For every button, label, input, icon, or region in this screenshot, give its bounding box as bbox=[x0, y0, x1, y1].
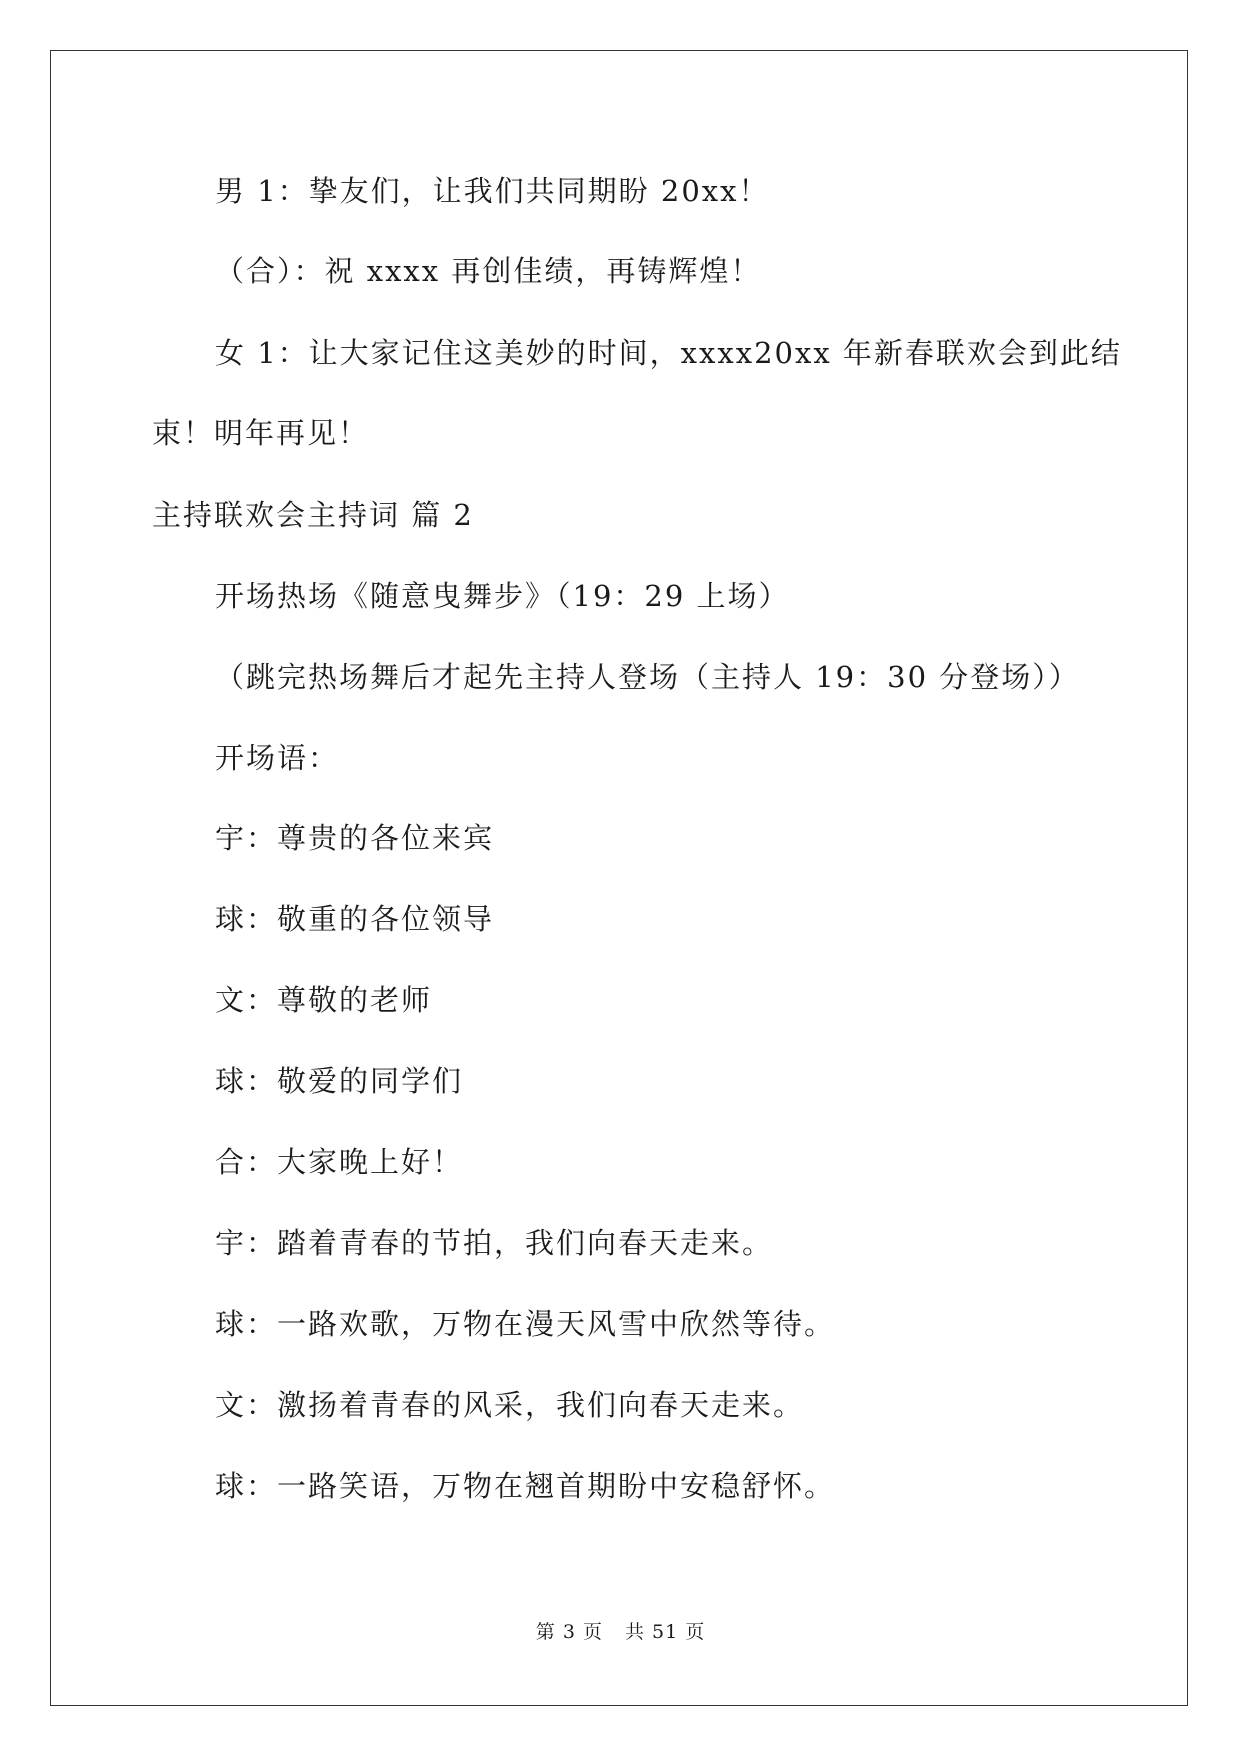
paragraph-line: 宇：踏着青春的节拍，我们向春天走来。 bbox=[215, 1226, 774, 1260]
paragraph-line: 开场语： bbox=[215, 741, 340, 775]
page-number: 第 3 页 bbox=[535, 1621, 603, 1643]
paragraph-line: 球：敬重的各位领导 bbox=[215, 902, 495, 936]
paragraph-line: 球：敬爱的同学们 bbox=[215, 1064, 464, 1098]
paragraph-line: 合：大家晚上好！ bbox=[215, 1145, 464, 1179]
paragraph-line: 男 1：挚友们，让我们共同期盼 20xx！ bbox=[215, 174, 770, 208]
page-total: 共 51 页 bbox=[624, 1621, 706, 1643]
paragraph-line: 束！明年再见！ bbox=[152, 416, 370, 450]
paragraph-line: 宇：尊贵的各位来宾 bbox=[215, 821, 495, 855]
paragraph-line: （跳完热场舞后才起先主持人登场（主持人 19：30 分登场）） bbox=[215, 660, 1080, 694]
paragraph-line: 开场热场《随意曳舞步》（19：29 上场） bbox=[215, 579, 790, 613]
paragraph-line: 文：尊敬的老师 bbox=[215, 983, 433, 1017]
paragraph-line: 球：一路笑语，万物在翘首期盼中安稳舒怀。 bbox=[215, 1469, 836, 1503]
section-heading: 主持联欢会主持词 篇 2 bbox=[152, 498, 474, 532]
paragraph-line: 球：一路欢歌，万物在漫天风雪中欣然等待。 bbox=[215, 1307, 836, 1341]
paragraph-line: （合）：祝 xxxx 再创佳绩，再铸辉煌！ bbox=[215, 254, 762, 288]
page-footer bbox=[0, 1620, 1241, 1644]
page-border bbox=[50, 50, 1188, 1706]
paragraph-line: 女 1：让大家记住这美妙的时间，xxxx20xx 年新春联欢会到此结 bbox=[215, 336, 1122, 370]
paragraph-line: 文：激扬着青春的风采，我们向春天走来。 bbox=[215, 1388, 805, 1422]
